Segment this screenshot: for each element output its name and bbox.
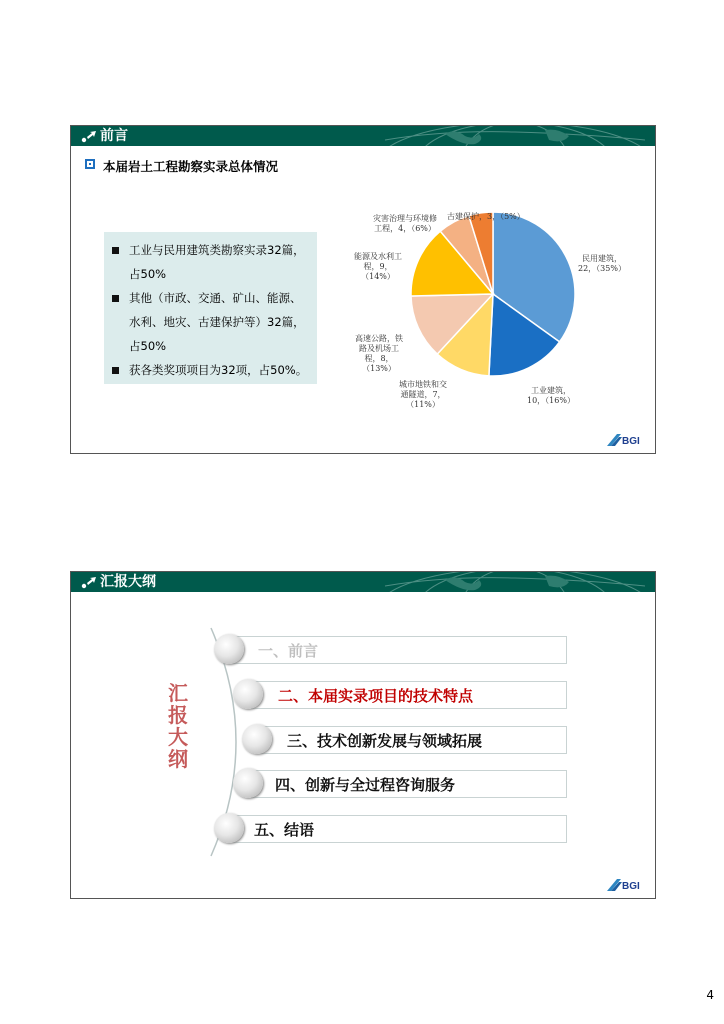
outline-bullet-icon	[233, 768, 263, 798]
outline-item-label: 四、创新与全过程咨询服务	[275, 776, 456, 794]
header-arrow-icon	[81, 129, 97, 143]
slide-intro	[70, 125, 656, 454]
square-bullet-icon	[85, 159, 95, 169]
outline-bullet-icon	[242, 724, 272, 754]
subheading-text: 本届岩土工程勘察实录总体情况	[103, 159, 279, 174]
vertical-title-char: 汇	[168, 681, 188, 705]
svg-text:BGI: BGI	[622, 881, 640, 891]
pie-label: 灾害治理与环境修 工程，4，（6%）	[373, 214, 437, 233]
header-arrow-icon	[81, 575, 97, 589]
slide-outline	[70, 571, 656, 899]
outline-item-label: 五、结语	[254, 821, 315, 839]
vertical-title-char: 纲	[168, 747, 188, 771]
page-number: 4	[706, 988, 714, 1002]
bullet-square-icon	[112, 247, 119, 254]
pie-label: 高速公路，铁 路及机场工 程，8， （13%）	[355, 334, 403, 373]
outline-bullet-icon	[214, 634, 244, 664]
header-title: 汇报大纲	[100, 574, 156, 590]
pie-label: 能源及水利工 程，9， （14%）	[354, 252, 402, 281]
vertical-title-char: 报	[168, 703, 188, 727]
outline-item-label: 三、技术创新发展与领域拓展	[287, 732, 483, 750]
pie-label: 古建保护，3，（5%）	[447, 212, 525, 221]
outline-bullet-icon	[233, 679, 263, 709]
pie-chart	[341, 196, 651, 446]
summary-box: 工业与民用建筑类勘察实录32篇， 占50% 其他（市政、交通、矿山、能源、 水利、地灾、古建保护等）32篇， 占50% 获各类奖项项目为32项，占50%。	[104, 232, 317, 384]
globe-decoration	[325, 126, 655, 146]
outline-item-label: 一、前言	[258, 642, 319, 660]
vertical-title-char: 大	[168, 725, 188, 749]
section-subheading	[103, 157, 278, 175]
vertical-title	[166, 682, 190, 770]
slide-header	[71, 126, 655, 146]
header-title: 前言	[100, 128, 128, 144]
globe-decoration	[325, 572, 655, 592]
outline-bullet-icon	[214, 813, 244, 843]
slide-header	[71, 572, 655, 592]
bgi-logo	[607, 432, 645, 446]
pie-label: 城市地铁和交 通隧道，7， （11%）	[399, 380, 447, 409]
outline-item-label: 二、本届实录项目的技术特点	[278, 687, 474, 705]
bullet-square-icon	[112, 367, 119, 374]
pie-label: 民用建筑， 22，（35%）	[578, 254, 626, 273]
bullet-square-icon	[112, 295, 119, 302]
svg-text:BGI: BGI	[622, 436, 640, 446]
bgi-logo	[607, 877, 645, 891]
pie-label: 工业建筑， 10，（16%）	[527, 386, 575, 405]
